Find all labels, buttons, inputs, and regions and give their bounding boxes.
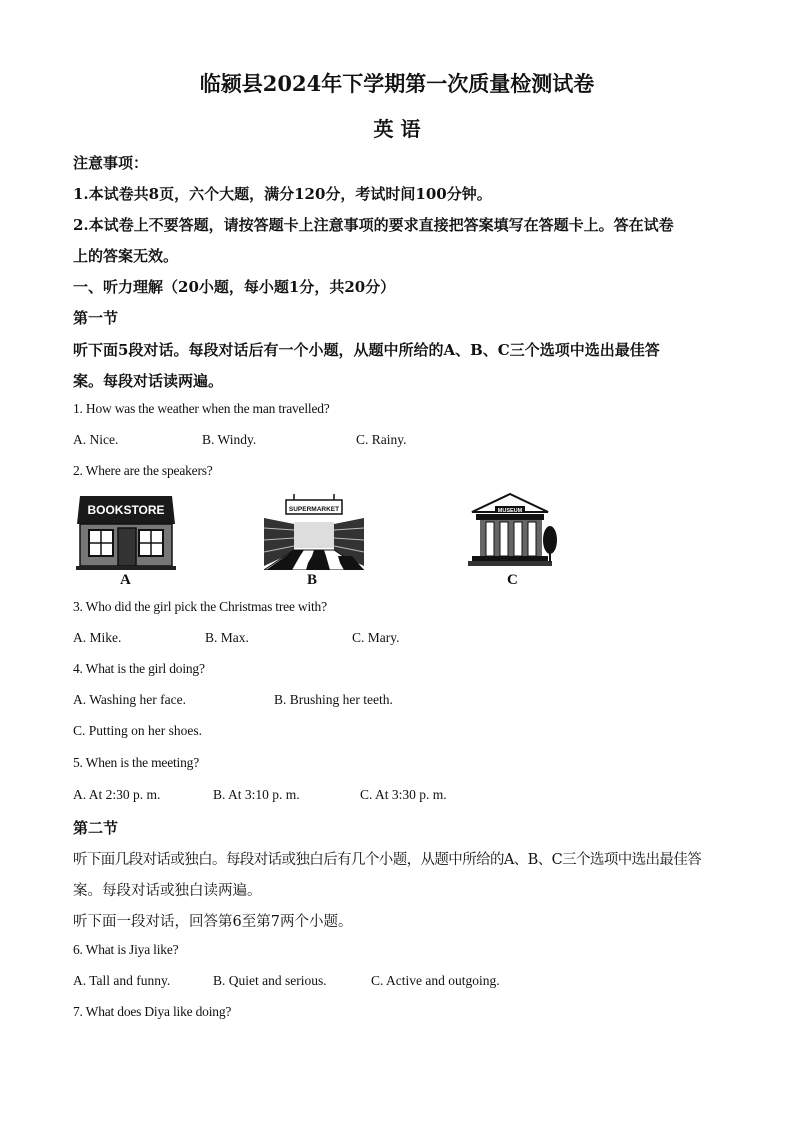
notice-item-2-line-1: 2.本试卷上不要答题，请按答题卡上注意事项的要求直接把答案填写在答题卡上。答在试卷: [73, 216, 674, 234]
notice-item-1: 1.本试卷共8页，六个大题，满分120分，考试时间100分钟。: [73, 185, 492, 203]
question-5-stem: 5. When is the meeting?: [73, 755, 199, 770]
section-1-heading: 一、听力理解（20小题，每小题1分，共20分）: [73, 278, 396, 296]
museum-sign: MUSEUM: [497, 508, 523, 514]
part-2-heading: 第二节: [73, 819, 119, 837]
question-7-stem: 7. What does Diya like doing?: [73, 1004, 232, 1019]
notice-heading: 注意事项：: [73, 154, 149, 172]
picture-label-b: B: [307, 572, 318, 588]
part-2-instruction-line-1: 听下面几段对话或独白。每段对话或独白后有几个小题，从题中所给的A、B、C三个选项中选出最佳答: [73, 852, 702, 868]
exam-title: 临颍县2024年下学期第一次质量检测试卷: [199, 71, 595, 96]
question-1-option-a: A. Nice.: [73, 432, 119, 447]
picture-label-c: C: [507, 572, 518, 588]
question-3-stem: 3. Who did the girl pick the Christmas tree with?: [73, 599, 327, 614]
subject-title: 英 语: [373, 117, 421, 141]
question-4-option-a: A. Washing her face.: [73, 692, 186, 707]
question-2-stem: 2. Where are the speakers?: [73, 463, 213, 478]
notice-item-2-line-2: 上的答案无效。: [73, 247, 179, 265]
supermarket-sign: SUPERMARKET: [288, 506, 340, 513]
part-1-instruction-line-1: 听下面5段对话。每段对话后有一个小题，从题中所给的A、B、C三个选项中选出最佳答: [73, 341, 660, 359]
picture-label-a: A: [120, 572, 131, 588]
question-6-stem: 6. What is Jiya like?: [73, 942, 179, 957]
question-4-option-c: C. Putting on her shoes.: [73, 723, 203, 738]
question-1-option-c: C. Rainy.: [356, 432, 407, 447]
question-6-option-b: B. Quiet and serious.: [213, 973, 327, 988]
question-1-option-b: B. Windy.: [202, 432, 257, 447]
part-1-instruction-line-2: 案。每段对话读两遍。: [73, 372, 224, 390]
question-1-stem: 1. How was the weather when the man travelled?: [73, 401, 330, 416]
question-4-stem: 4. What is the girl doing?: [73, 661, 205, 676]
supermarket-picture: [264, 494, 364, 570]
dialog-intro: 听下面一段对话，回答第6至第7两个小题。: [73, 914, 353, 930]
museum-picture: [468, 492, 558, 568]
question-6-option-c: C. Active and outgoing.: [371, 973, 500, 988]
question-6-option-a: A. Tall and funny.: [73, 973, 171, 988]
question-5-option-a: A. At 2:30 p. m.: [73, 787, 161, 802]
question-3-option-a: A. Mike.: [73, 630, 122, 645]
bookstore-sign: BOOKSTORE: [87, 503, 165, 517]
question-4-option-b: B. Brushing her teeth.: [274, 692, 393, 707]
question-5-option-c: C. At 3:30 p. m.: [360, 787, 447, 802]
bookstore-picture: [76, 494, 176, 570]
question-5-option-b: B. At 3:10 p. m.: [213, 787, 300, 802]
part-1-heading: 第一节: [73, 309, 119, 327]
question-3-option-b: B. Max.: [205, 630, 249, 645]
question-3-option-c: C. Mary.: [352, 630, 400, 645]
part-2-instruction-line-2: 案。每段对话或独白读两遍。: [73, 883, 262, 899]
